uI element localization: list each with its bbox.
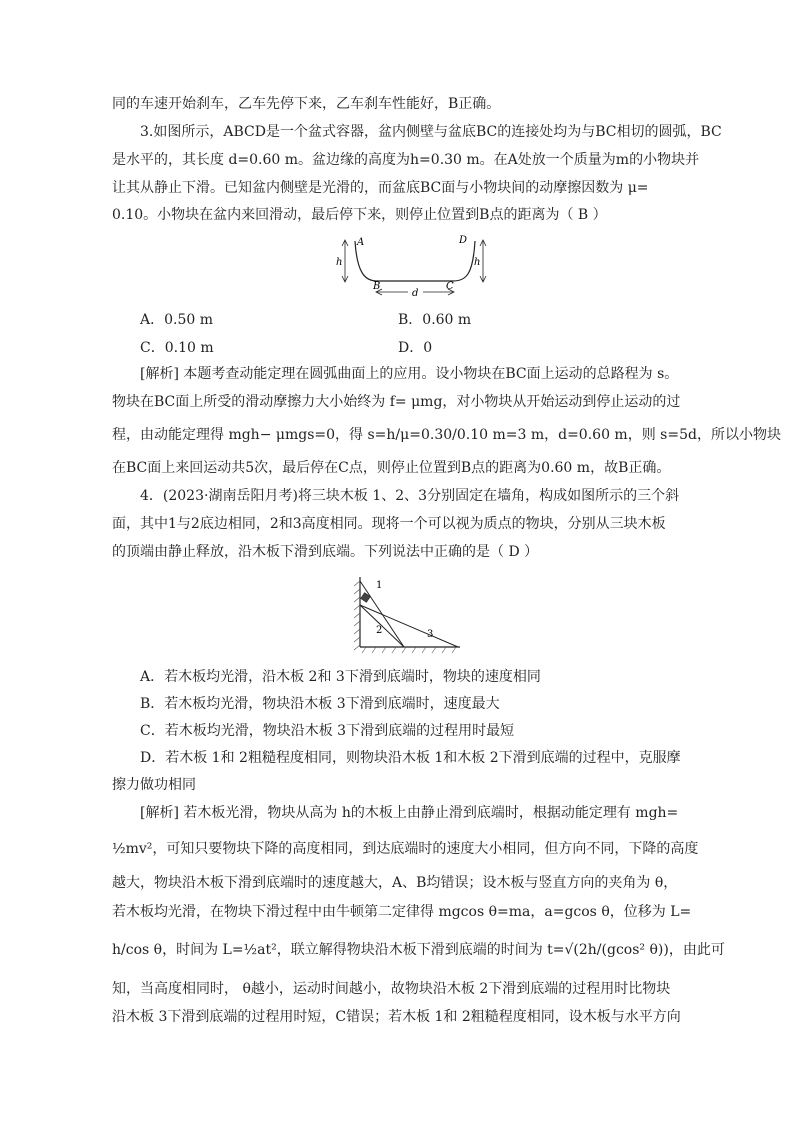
q4-analysis-line: ½mv²，可知只要物块下降的高度相同，到达底端时的速度大小相同，但方向不同，下降的高度 [112,841,699,857]
q3-analysis-line: [解析] 本题考查动能定理在圆弧曲面上的应用。设小物块在BC面上运动的总路程为 s。 [140,366,679,382]
option-c: C．0.10 m [140,340,214,356]
basin-outline [355,241,475,281]
q4-analysis-line: 越大，物块沿木板下滑到底端时的速度越大，A、B均错误；设木板与竖直方向的夹角为 θ， [112,875,678,891]
option-a: A．0.50 m [140,312,214,328]
q3-analysis-line: 程，由动能定理得 mgh− μmgs=0，得 s=h/μ=0.30/0.10 m=3 m，d=0.60 m，则 s=5d，所以小物块 [112,427,781,443]
board-3 [360,605,458,647]
label-d: D [459,235,468,246]
label-h-right: h [474,257,481,268]
q3-stem-line: 让其从静止下滑。已知盆内侧壁是光滑的，而盆底BC面与小物块间的动摩擦因数为 μ= [112,180,649,196]
incline-figure [348,575,463,655]
board-label-2: 2 [376,625,383,636]
q3-analysis-line: 在BC面上来回运动共5次，最后停在C点，则停止位置到B点的距离为0.60 m，故B正确。 [112,460,671,476]
q4-analysis-line: 沿木板 3下滑到底端的过程用时短，C错误；若木板 1和 2粗糙程度相同，设木板与水平方向 [112,1009,681,1025]
q4-analysis-line: 若木板均光滑，在物块下滑过程中由牛顿第二定律得 mgcos θ=ma，a=gcos θ，位移为 L= [112,904,692,920]
option-a: A．若木板均光滑，沿木板 2和 3下滑到底端时，物块的速度相同 [140,669,541,685]
board-label-3: 3 [427,629,434,640]
label-c: C [446,281,454,292]
option-d: D．若木板 1和 2粗糙程度相同，则物块沿木板 1和木板 2下滑到底端的过程中，克服摩 [140,750,681,766]
basin-figure [335,233,490,301]
label-h-left: h [336,257,343,268]
option-d-continued: 擦力做功相同 [112,777,196,793]
q3-stem-line: 3.如图所示，ABCD是一个盆式容器，盆内侧壁与盆底BC的连接处均为与BC相切的圆弧，BC [140,124,722,140]
q2-tail-line: 同的车速开始刹车，乙车先停下来，乙车刹车性能好，B正确。 [112,96,501,112]
option-d: D．0 [398,340,433,356]
option-b: B．若木板均光滑，物块沿木板 3下滑到底端时，速度最大 [140,696,500,712]
q4-stem-line: 4．(2023·湖南岳阳月考)将三块木板 1、2、3分别固定在墙角，构成如图所示的三个斜 [140,488,680,504]
q3-stem-line: 是水平的，其长度 d=0.60 m。盆边缘的高度为h=0.30 m。在A处放一个质量为m的小物块并 [112,152,700,168]
q4-analysis-line: 知，当高度相同时， θ越小，运动时间越小，故物块沿木板 2下滑到底端的过程用时比物块 [112,981,671,997]
label-b: B [373,281,381,292]
q4-analysis-line: [解析] 若木板光滑，物块从高为 h的木板上由静止滑到底端时，根据动能定理有 mgh= [140,805,679,821]
label-a: A [357,237,365,248]
option-b: B．0.60 m [398,312,472,328]
q4-stem-line: 面，其中1与2底边相同，2和3高度相同。现将一个可以视为质点的物块，分别从三块木板 [112,516,666,532]
wall-hatching [354,581,360,650]
label-d-length: d [412,288,419,299]
q4-stem-line: 的顶端由静止释放，沿木板下滑到底端。下列说法中正确的是（ D ） [112,544,539,560]
option-c: C．若木板均光滑，物块沿木板 3下滑到底端的过程用时最短 [140,723,515,739]
q3-stem-line: 0.10。小物块在盆内来回滑动，最后停下来，则停止位置到B点的距离为（ B ） [112,207,607,223]
q3-analysis-line: 物块在BC面上所受的滑动摩擦力大小始终为 f= μmg，对小物块从开始运动到停止运动的过 [112,394,681,410]
q4-analysis-line: h/cos θ，时间为 L=½at²，联立解得物块沿木板下滑到底端的时间为 t=√(2h/(gcos² θ))，由此可 [112,942,725,958]
board-label-1: 1 [376,580,383,591]
floor-hatching [362,647,456,653]
